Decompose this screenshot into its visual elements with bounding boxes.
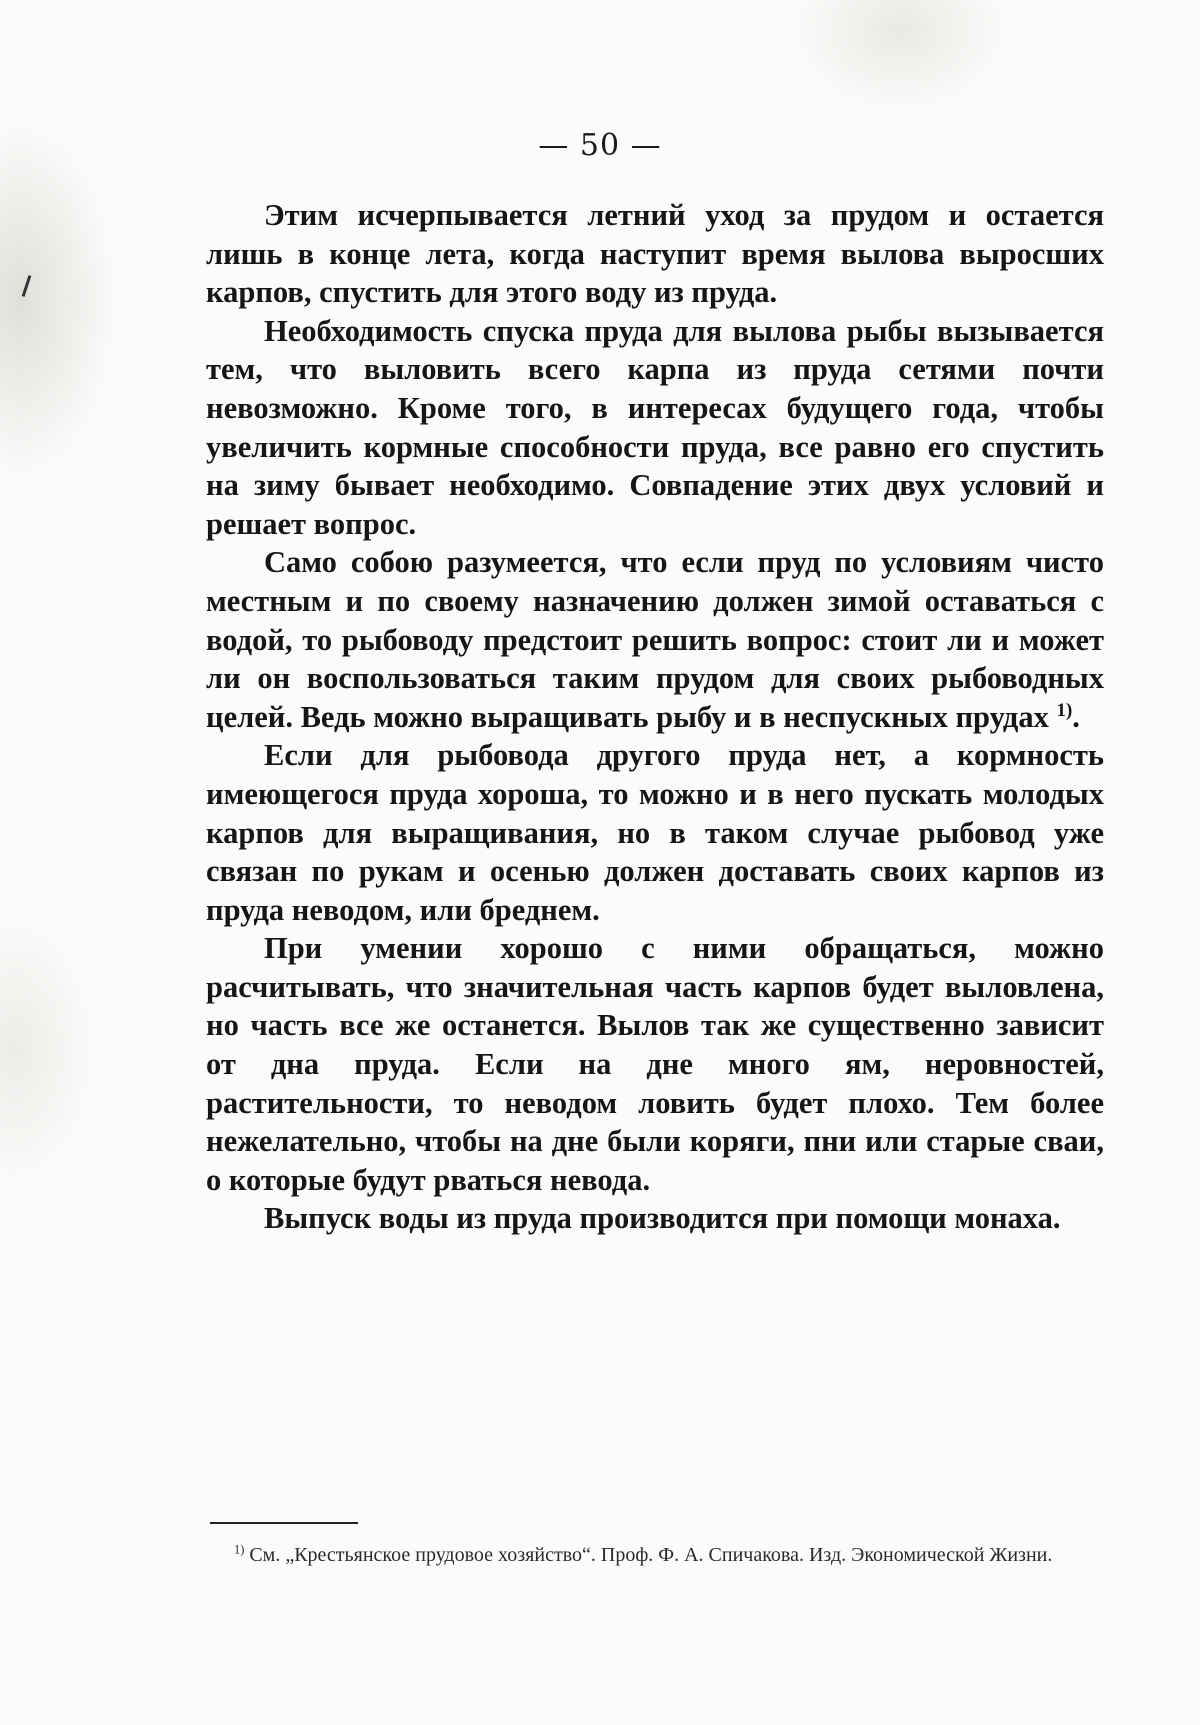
page-number: — 50 —: [538, 128, 662, 163]
footnote-mark: 1): [234, 1542, 245, 1557]
footnote: [206, 1542, 1104, 1569]
footnote-divider: [210, 1522, 358, 1524]
footnote-reference: 1): [1056, 699, 1073, 721]
footnote-reference-period: .: [1072, 699, 1080, 734]
paragraph-4: Если для рыбовода другого пруда нет, а кормность имеющегося пруда хороша, то можно и в него пускать молодых карпов для выращивания, но в таком случае рыбовод уже связан по рукам и осенью должен доставать своих карпов из пруда неводом, или бреднем.: [206, 738, 1104, 927]
footnote-text: См. „Крестьянское прудовое хозяйство“. Проф. Ф. А. Спичакова. Изд. Экономической Жизни.: [244, 1544, 1053, 1566]
paragraph-3-text: Само собою разумеется, что если пруд по условиям чисто местным и по своему назначению должен зимой оставаться с водой, то рыбоводу предстоит решить вопрос: стоит ли и может ли он воспользоваться таким прудом для своих рыбоводных целей. Ведь можно выращивать рыбу и в неспускных прудах: [206, 545, 1104, 734]
paragraph-5: При умении хорошо с ними обращаться, можно расчитывать, что значительная часть карпов будет выловлена, но часть все же останется. Вылов так же существенно зависит от дна пруда. Если на дне много ям, неровностей, растительности, то неводом ловить будет плохо. Тем более нежелательно, чтобы на дне были коряги, пни или старые сваи, о которые будут рваться невода.: [206, 931, 1104, 1197]
paragraph-6: Выпуск воды из пруда производится при помощи монаха.: [264, 1201, 1061, 1236]
margin-mark: [22, 275, 32, 297]
body-text: [206, 196, 1104, 1238]
paragraph-3: [206, 543, 1104, 736]
paragraph-1: Этим исчерпывается летний уход за прудом и остается лишь в конце лета, когда наступит время вылова выросших карпов, спустить для этого воду из пруда.: [206, 198, 1104, 310]
paragraph-2: Необходимость спуска пруда для вылова рыбы вызывается тем, что выловить всего карпа из пруда сетями почти невозможно. Кроме того, в интересах будущего года, чтобы увеличить кормные способности пруда, все равно его спустить на зиму бывает необходимо. Совпадение этих двух условий и решает вопрос.: [206, 313, 1104, 541]
